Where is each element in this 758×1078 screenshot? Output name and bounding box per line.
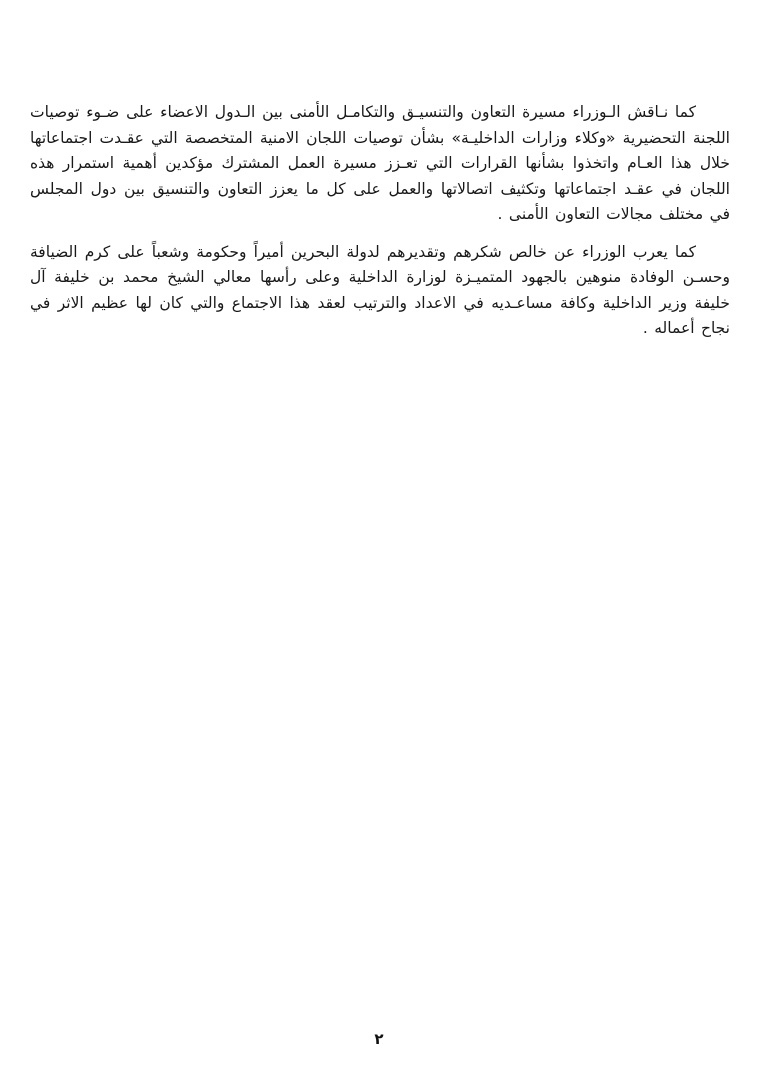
page-number: ٢ <box>374 1030 384 1048</box>
paragraph-1: كما نـاقش الـوزراء مسيرة التعاون والتنسيـق والتكامـل الأمنى بين الـدول الاعضاء على ضـوء توصيات اللجنة التحضيرية «وكلاء وزارات الداخليـة» بشأن توصيات اللجان الامنية المتخصصة التي عقـدت اجتماعاتها خلال هذا العـام واتخذوا بشأنها القرارات التي تعـزز مسيرة العمل المشترك مؤكدين أهمية استمرار هذه اللجان في عقـد اجتماعاتها وتكثيف اتصالاتها والعمل على كل ما يعزز التعاون والتنسيق بين دول المجلس في مختلف مجالات التعاون الأمنى . <box>30 103 730 223</box>
body-text <box>30 100 730 354</box>
paragraph-2: كما يعرب الوزراء عن خالص شكرهم وتقديرهم لدولة البحرين أميراً وحكومة وشعباً على كرم الضيافة وحسـن الوفادة منوهين بالجهود المتميـزة لوزارة الداخلية وعلى رأسها معالي الشيخ محمد بن خليفة آل خليفة وزير الداخلية وكافة مساعـديه في الاعداد والترتيب لعقد هذا الاجتماع والتي كان لها عظيم الاثر في نجاح أعماله . <box>30 242 730 337</box>
